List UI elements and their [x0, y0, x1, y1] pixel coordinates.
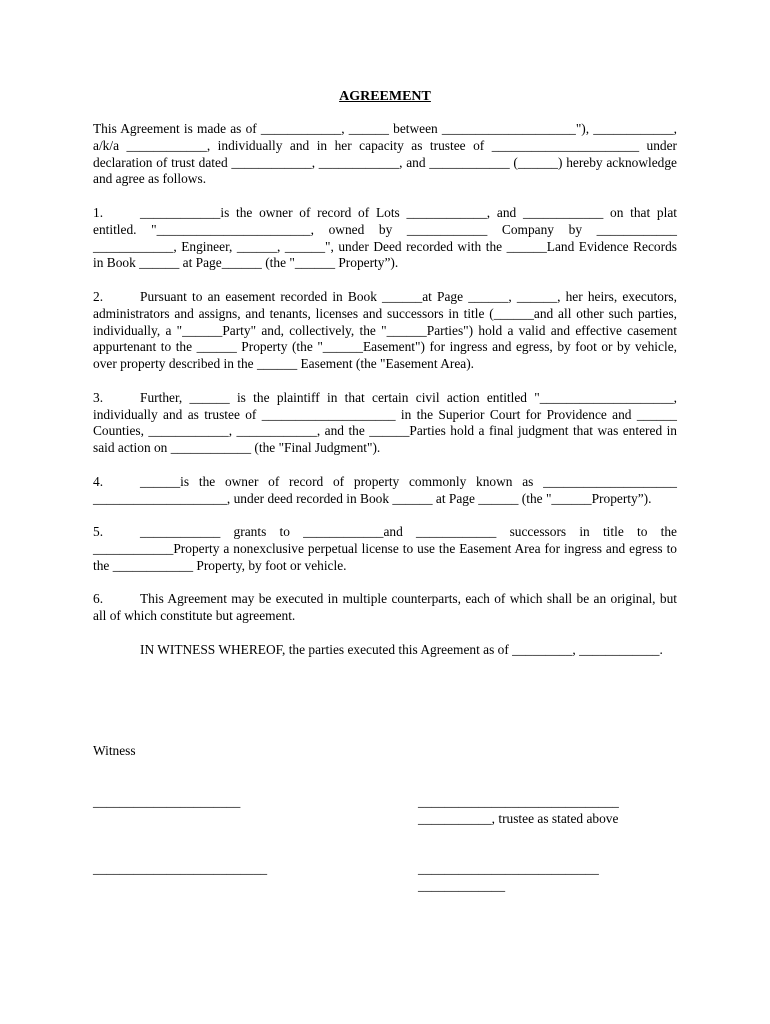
paragraph-text: Pursuant to an easement recorded in Book ______at Page ______, ______, her heirs, executors, administrators and assigns, and tenants, licenses and successors in title (______and all other such parties, individually, a "______Party" and, collectively, the "______Parties") hold a valid and effective casement appurtenant to the ______ Property (the "______Easement") for ingress and egress, by foot or by vehicle, over property described in the ______ Easement (the "Easement Area). — [93, 288, 677, 372]
document-title: AGREEMENT — [339, 89, 431, 104]
paragraph-number: 1. — [93, 204, 104, 220]
paragraph-text: Further, ______ is the plaintiff in that certain civil action entitled "____________________, individually and as trustee of ____________________ in the Superior Court for Providence and ______ Counties, ____________, ____________, and the ______Parties hold a final judgment that was entered in said action on ____________ (the "Final Judgment"). — [93, 389, 677, 456]
paragraph-number: 2. — [93, 288, 104, 304]
witness-clause — [93, 642, 677, 659]
document-body — [93, 121, 677, 675]
party-name-line-2: _____________ — [418, 878, 506, 893]
numbered-paragraph-2 — [93, 289, 677, 373]
paragraph-text: ____________ grants to ____________and ____________ successors in title to the ____________Property a nonexclusive perpetual license to use the Easement Area for ingress and egress to the ____________ Property, by foot or vehicle. — [93, 524, 677, 573]
paragraph-number: 6. — [93, 591, 104, 607]
trustee-name-line: ___________, trustee as stated above — [418, 811, 619, 826]
paragraph-number: 3. — [93, 389, 104, 405]
numbered-paragraph-3 — [93, 390, 677, 457]
witness-signature-line-1: ______________________ — [93, 794, 241, 809]
paragraph-text: ____________is the owner of record of Lots ____________, and ____________ on that plat entitled. "_______________________, owned by ____________ Company by ____________ ____________, Engineer, ______, ______", under Deed recorded with the ______Land Evidence Records in Book ______ at Page______ (the "______ Property”). — [93, 204, 677, 271]
numbered-paragraph-1 — [93, 205, 677, 272]
numbered-paragraph-6 — [93, 591, 677, 625]
party-signature-line-2: ___________________________ — [418, 861, 599, 876]
witness-label: Witness — [93, 743, 136, 758]
paragraph-number: 5. — [93, 524, 104, 540]
paragraph-number: 4. — [93, 473, 104, 489]
numbered-paragraph-4 — [93, 474, 677, 508]
party-signature-line-1: ______________________________ — [418, 794, 619, 809]
witness-clause-text: IN WITNESS WHEREOF, the parties executed this Agreement as of _________, ____________. — [140, 641, 663, 657]
intro-paragraph: This Agreement is made as of ____________, ______ between ____________________"), ____________, a/k/a ____________, individually and in her capacity as trustee of ______________________ under declaration of trust dated ____________, ____________, and ____________ (______) hereby acknowledge and agree as follows. — [93, 121, 677, 187]
paragraph-text: ______is the owner of record of property commonly known as ____________________ ____________________, under deed recorded in Book ______ at Page ______ (the "______Property”). — [93, 473, 677, 506]
witness-signature-line-2: __________________________ — [93, 861, 268, 876]
paragraph-text: This Agreement may be executed in multiple counterparts, each of which shall be an original, but all of which constitute but agreement. — [93, 591, 677, 624]
numbered-paragraph-5 — [93, 524, 677, 574]
